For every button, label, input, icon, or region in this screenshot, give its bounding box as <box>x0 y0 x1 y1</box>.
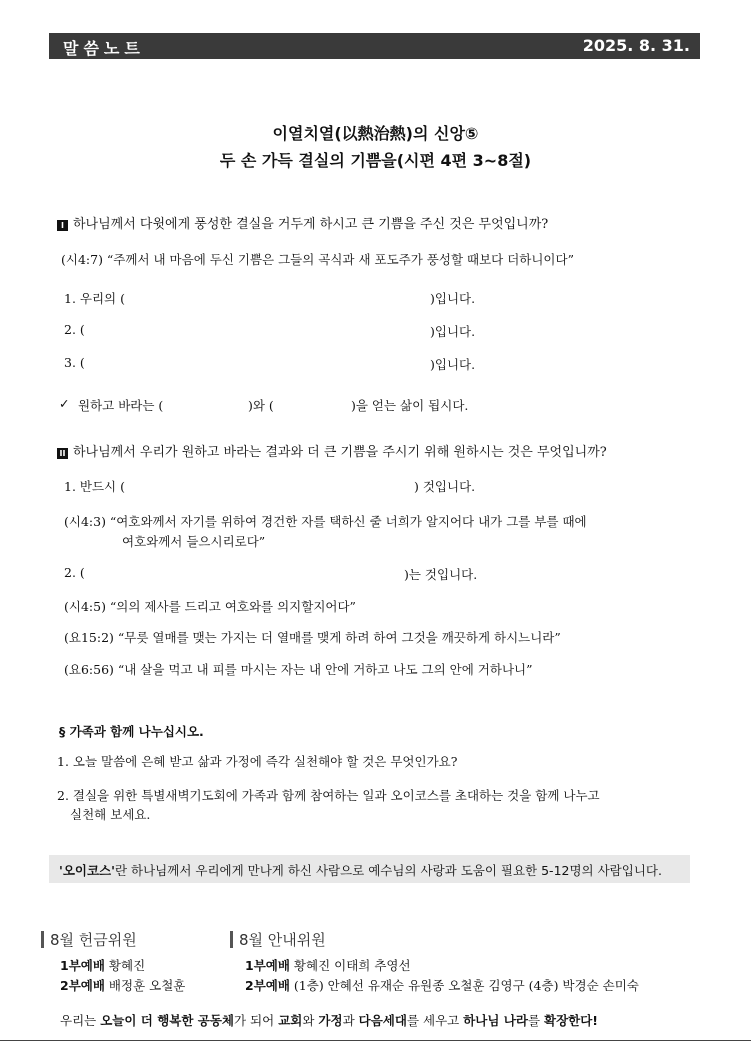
offering-row-1-label: 1부예배 <box>60 958 105 973</box>
bottom-divider <box>0 1040 751 1041</box>
section2-question-text: 하나님께서 우리가 원하고 바라는 결과와 더 큰 기쁨을 주시기 위해 원하시는 것은 무엇입니까? <box>73 445 607 460</box>
oikos-definition: 란 하나님께서 우리에게 만나게 하신 사람으로 예수님의 사랑과 도움이 필요한 5-12명의 사람입니다. <box>114 863 662 878</box>
ushers-row-1-label: 1부예배 <box>245 958 290 973</box>
section2-verse-1: (시4:3) “여호와께서 자기를 위하여 경건한 자를 택하신 줄 너희가 알지어다 내가 그를 부를 때에 <box>64 514 587 529</box>
ushers-title-text: 8월 안내위원 <box>239 931 326 949</box>
section1-question-text: 하나님께서 다윗에게 풍성한 결실을 거두게 하시고 큰 기쁨을 주신 것은 무엇입니까? <box>73 217 549 232</box>
motto-text-4: 과 <box>342 1013 359 1028</box>
section1-item-3-right: )입니다. <box>430 357 476 372</box>
section1-item-3-left: 3. ( <box>64 355 85 370</box>
section2-item-1-left: 1. 반드시 ( <box>64 479 125 494</box>
oikos-box <box>49 855 690 883</box>
section1-item-2-left: 2. ( <box>64 322 85 337</box>
section2-item-2-right: )는 것입니다. <box>404 567 478 582</box>
family-question-2: 2. 결실을 위한 특별새벽기도회에 가족과 함께 참여하는 일과 오이코스를 초대하는 것을 함께 나누고 <box>57 788 600 803</box>
header-date: 2025. 8. 31. <box>582 36 690 55</box>
checkmark-icon: ✓ <box>59 396 70 411</box>
section1-question <box>57 213 548 232</box>
offering-row-2-label: 2부예배 <box>60 978 105 993</box>
family-question-2-cont: 실천해 보세요. <box>70 807 151 822</box>
motto-text-6: 를 <box>527 1013 544 1028</box>
section2-item-2-left: 2. ( <box>64 565 85 580</box>
section1-number: I <box>57 220 68 231</box>
oikos-term: '오이코스' <box>59 863 115 878</box>
motto-bold-2: 교회 <box>278 1013 303 1028</box>
section2-verse-1-cont: 여호와께서 들으시리로다” <box>122 534 266 549</box>
offering-bar <box>41 931 44 948</box>
offering-title <box>41 929 137 950</box>
offering-row-2-names: 배정훈 오철훈 <box>108 978 186 993</box>
ushers-title <box>230 929 326 950</box>
ushers-row-1 <box>245 956 411 974</box>
ushers-bar <box>230 931 233 948</box>
sermon-subtitle: 두 손 가득 결실의 기쁨을(시편 4편 3~8절) <box>219 151 532 170</box>
motto-bold-1: 오늘이 더 행복한 공동체 <box>100 1013 235 1028</box>
section2-item-1-right: ) 것입니다. <box>414 479 476 494</box>
section1-item-2-right: )입니다. <box>430 324 476 339</box>
ushers-row-2 <box>245 976 639 994</box>
check-part-2: )와 ( <box>248 398 274 413</box>
offering-title-text: 8월 헌금위원 <box>50 931 137 949</box>
motto-text-2: 가 되어 <box>234 1013 279 1028</box>
family-title: § 가족과 함께 나누십시오. <box>59 724 204 739</box>
section2-verse-3: (요15:2) “무릇 열매를 맺는 가지는 더 열매를 맺게 하려 하여 그것을 깨끗하게 하시느니라” <box>64 630 561 645</box>
sermon-title: 이열치열(以熱治熱)의 신앙⑤ <box>272 124 479 143</box>
motto-bold-5: 하나님 나라 <box>463 1013 528 1028</box>
motto-bold-3: 가정 <box>318 1013 343 1028</box>
section2-number: II <box>57 448 68 459</box>
motto-text-3: 와 <box>302 1013 319 1028</box>
section1-item-1-left: 1. 우리의 ( <box>64 291 125 306</box>
section1-item-1-right: )입니다. <box>430 291 476 306</box>
oikos-text <box>59 861 662 879</box>
motto-bold-6: 확장한다! <box>544 1013 599 1028</box>
section2-verse-2: (시4:5) “의의 제사를 드리고 여호와를 의지할지어다” <box>64 599 356 614</box>
ushers-row-2-label: 2부예배 <box>245 978 290 993</box>
ushers-row-1-names: 황혜진 이태희 추영선 <box>293 958 411 973</box>
offering-row-2 <box>60 976 185 994</box>
header-bar <box>49 33 700 59</box>
section2-question <box>57 441 607 460</box>
motto-text-5: 를 세우고 <box>406 1013 464 1028</box>
offering-row-1-names: 황혜진 <box>108 958 146 973</box>
ushers-row-2-names: (1층) 안혜선 유재순 유원종 오철훈 김영구 (4층) 박경순 손미숙 <box>293 978 639 993</box>
check-part-3: )을 얻는 삶이 됩시다. <box>351 398 469 413</box>
section1-verse: (시4:7) “주께서 내 마음에 두신 기쁨은 그들의 곡식과 새 포도주가 풍성할 때보다 더하니이다” <box>61 252 574 267</box>
family-question-1: 1. 오늘 말씀에 은혜 받고 삶과 가정에 즉각 실천해야 할 것은 무엇인가요? <box>57 754 458 769</box>
check-part-1: 원하고 바라는 ( <box>78 398 164 413</box>
church-motto <box>60 1011 598 1029</box>
header-title: 말씀노트 <box>63 39 145 58</box>
motto-text-1: 우리는 <box>60 1013 101 1028</box>
motto-bold-4: 다음세대 <box>358 1013 407 1028</box>
section2-verse-4: (요6:56) “내 살을 먹고 내 피를 마시는 자는 내 안에 거하고 나도 그의 안에 거하나니” <box>64 662 533 677</box>
offering-row-1 <box>60 956 145 974</box>
